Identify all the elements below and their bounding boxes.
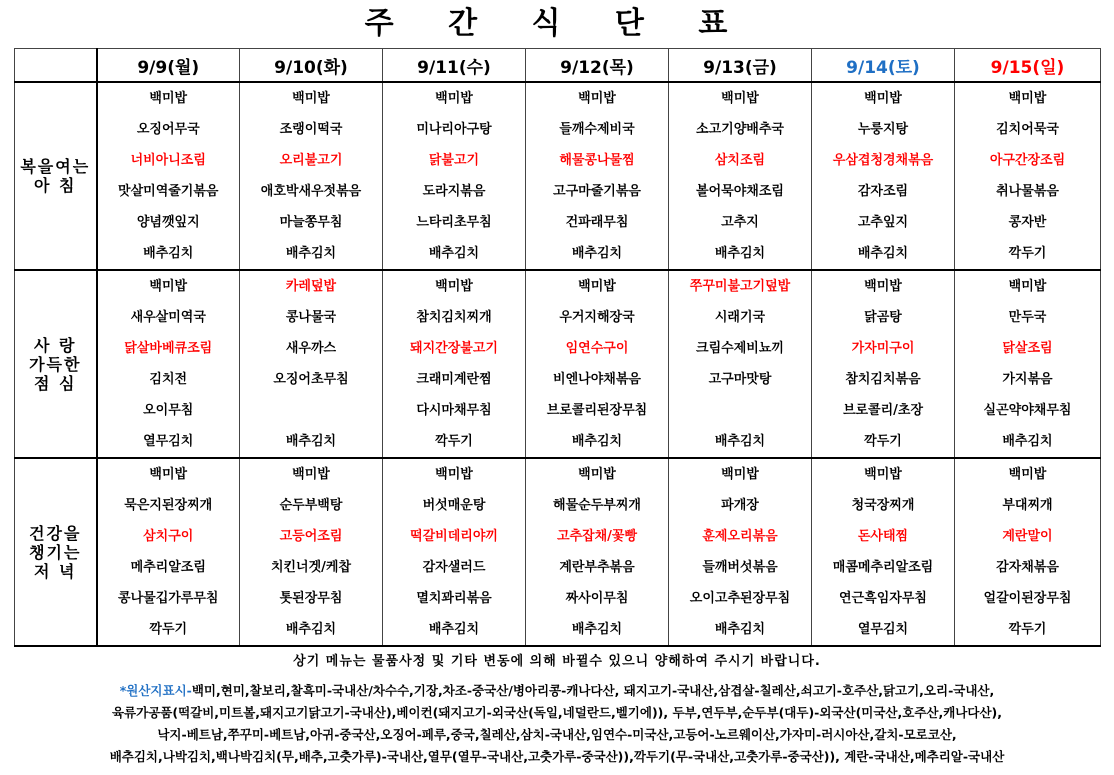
menu-item: 묵은지된장찌개 xyxy=(124,498,213,513)
origin-lead: *원산지표시- xyxy=(119,683,192,698)
menu-body xyxy=(15,82,1101,646)
menu-item: 감자채볶음 xyxy=(996,560,1059,575)
menu-item: 고구마맛탕 xyxy=(708,372,772,387)
menu-item: 애호박새우젓볶음 xyxy=(260,184,362,199)
day-header: 9/12(목) xyxy=(526,49,669,83)
menu-item: 백미밥 xyxy=(149,279,188,294)
menu-item: 계란말이 xyxy=(1002,529,1053,544)
menu-item: 누룽지탕 xyxy=(857,122,909,137)
menu-item: 다시마채무침 xyxy=(416,403,492,418)
day-header: 9/11(수) xyxy=(383,49,526,83)
menu-item: 배추김치 xyxy=(714,622,766,637)
menu-item: 닭불고기 xyxy=(428,153,480,168)
menu-item: 맛살미역줄기볶음 xyxy=(118,184,219,199)
menu-item: 깍두기 xyxy=(1008,622,1047,637)
menu-item: 깍두기 xyxy=(149,622,188,637)
origin-line xyxy=(14,746,1100,768)
menu-cell xyxy=(669,270,812,458)
menu-item: 우거지해장국 xyxy=(559,310,635,325)
menu-cell xyxy=(955,458,1101,646)
menu-item: 오이고추된장무침 xyxy=(689,591,791,606)
menu-item: 닭곰탕 xyxy=(864,310,902,325)
menu-item: 배추김치 xyxy=(714,434,766,449)
menu-item: 브로콜리/초장 xyxy=(842,403,924,418)
meal-label-line: 점 심 xyxy=(34,373,77,393)
change-notice: 상기 메뉴는 물품사정 및 기타 변동에 의해 바뀔수 있으니 양해하여 주시기 바랍니다. xyxy=(293,654,821,669)
menu-item: 톳된장무침 xyxy=(279,591,343,606)
menu-cell xyxy=(669,458,812,646)
menu-cell xyxy=(240,270,383,458)
menu-item: 백미밥 xyxy=(149,91,188,106)
menu-item: 참치김치볶음 xyxy=(845,372,921,387)
meal-label xyxy=(15,82,97,270)
menu-item: 닭살바베큐조림 xyxy=(124,341,213,356)
menu-item: 김치어묵국 xyxy=(996,122,1059,137)
menu-item: 오징어무국 xyxy=(136,122,200,137)
menu-item: 돼지간장불고기 xyxy=(410,341,498,356)
menu-item: 취나물볶음 xyxy=(996,184,1059,199)
menu-item: 백미밥 xyxy=(864,279,902,294)
menu-cell xyxy=(526,82,669,270)
menu-item: 배추김치 xyxy=(285,434,337,449)
menu-item: 새우까스 xyxy=(285,341,337,356)
menu-cell xyxy=(97,270,240,458)
menu-cell xyxy=(383,82,526,270)
menu-item: 고구마줄기볶음 xyxy=(553,184,641,199)
menu-item: 콩나물국 xyxy=(285,310,337,325)
menu-item: 가자미구이 xyxy=(851,341,915,356)
menu-item: 떡갈비데리야끼 xyxy=(410,529,498,544)
menu-item: 배추김치 xyxy=(428,622,480,637)
meal-row xyxy=(15,458,1101,646)
day-header: 9/14(토) xyxy=(812,49,955,83)
origin-text: 배추김치,나박김치,백나박김치(무,배추,고춧가루)-국내산,열무(열무-국내산,고춧가루-중국산)),깍두기(무-국내산,고춧가루-중국산)), 계란-국내산,메추리알-국내산 xyxy=(109,749,1005,764)
menu-item: 백미밥 xyxy=(435,279,473,294)
day-header: 9/13(금) xyxy=(669,49,812,83)
menu-item: 새우살미역국 xyxy=(130,310,206,325)
day-header: 9/9(월) xyxy=(97,49,240,83)
menu-item: 계란부추볶음 xyxy=(559,560,635,575)
menu-item: 배추김치 xyxy=(571,246,623,261)
menu-item: 메추리알조림 xyxy=(130,560,206,575)
menu-item: 부대찌개 xyxy=(1002,498,1053,513)
menu-cell xyxy=(526,458,669,646)
menu-item: 감자조림 xyxy=(857,184,909,199)
page-title: 주 간 식 단 표 xyxy=(364,6,750,41)
menu-item: 만두국 xyxy=(1008,310,1047,325)
menu-item: 열무김치 xyxy=(857,622,909,637)
menu-item: 볼어묵야채조림 xyxy=(696,184,784,199)
menu-item: 해물순두부찌개 xyxy=(553,498,641,513)
menu-cell xyxy=(812,270,955,458)
origin-text: 백미,현미,찰보리,찰흑미-국내산/차수수,기장,차조-중국산/병아리콩-캐나다산, 돼지고기-국내산,삼겹살-칠레산,쇠고기-호주산,닭고기,오리-국내산, xyxy=(191,683,995,698)
menu-item: 백미밥 xyxy=(292,467,330,482)
menu-item: 배추김치 xyxy=(571,434,623,449)
menu-item: 버섯매운탕 xyxy=(422,498,486,513)
meal-label-line: 건강을 xyxy=(29,523,82,543)
menu-item: 닭살조림 xyxy=(1002,341,1053,356)
menu-item: 카레덮밥 xyxy=(285,279,337,294)
menu-item: 백미밥 xyxy=(864,467,902,482)
menu-item: 고추잡채/꽃빵 xyxy=(556,529,638,544)
menu-cell xyxy=(955,270,1101,458)
menu-cell xyxy=(955,82,1101,270)
day-header: 9/10(화) xyxy=(240,49,383,83)
meal-label xyxy=(15,458,97,646)
menu-item: 백미밥 xyxy=(292,91,330,106)
menu-item: 백미밥 xyxy=(578,279,616,294)
menu-item: 깍두기 xyxy=(435,434,473,449)
menu-item: 배추김치 xyxy=(143,246,194,261)
menu-item: 깍두기 xyxy=(1008,246,1047,261)
menu-item: 가지볶음 xyxy=(1002,372,1053,387)
menu-item: 콩나물깁가루무침 xyxy=(118,591,219,606)
header-corner xyxy=(15,49,97,83)
menu-item: 백미밥 xyxy=(435,467,473,482)
menu-item: 백미밥 xyxy=(435,91,473,106)
menu-item: 멸치꽈리볶음 xyxy=(416,591,492,606)
menu-item: 깍두기 xyxy=(864,434,902,449)
menu-cell xyxy=(240,82,383,270)
menu-item: 배추김치 xyxy=(428,246,480,261)
meal-label-line: 가득한 xyxy=(29,354,82,374)
origin-text: 육류가공품(떡갈비,미트볼,돼지고기닭고기-국내산),베이컨(돼지고기-외국산(독일,네덜란드,벨기에)), 두부,연두부,순두부(대두)-외국산(미국산,호주산,캐나다산), xyxy=(111,705,1002,720)
menu-item: 미나리아구탕 xyxy=(416,122,492,137)
menu-cell xyxy=(97,458,240,646)
menu-item: 참치김치찌개 xyxy=(416,310,492,325)
menu-item: 백미밥 xyxy=(149,467,188,482)
weekly-menu-table xyxy=(14,48,1101,647)
menu-item: 우삼겹청경채볶음 xyxy=(832,153,934,168)
menu-item: 크래미계란찜 xyxy=(416,372,492,387)
menu-item: 오징어초무침 xyxy=(273,372,349,387)
menu-item: 청국장찌개 xyxy=(851,498,915,513)
menu-item: 건파래무침 xyxy=(565,215,629,230)
menu-item: 배추김치 xyxy=(857,246,909,261)
menu-item: 삼치구이 xyxy=(143,529,194,544)
origin-line xyxy=(14,680,1100,702)
menu-item: 파개장 xyxy=(721,498,759,513)
menu-item: 짜사이무침 xyxy=(565,591,629,606)
menu-item: 치킨너겟/케찹 xyxy=(270,560,352,575)
meal-label xyxy=(15,270,97,458)
meal-label-line: 저 녁 xyxy=(34,561,77,581)
menu-cell xyxy=(526,270,669,458)
menu-item: 소고기양배추국 xyxy=(696,122,784,137)
menu-item: 얼갈이된장무침 xyxy=(983,591,1072,606)
menu-item: 훈제오리볶음 xyxy=(702,529,778,544)
meal-label-line: 복을여는 xyxy=(20,157,91,176)
menu-item: 쭈꾸미불고기덮밥 xyxy=(689,279,791,294)
menu-item: 들깨버섯볶음 xyxy=(702,560,778,575)
menu-item: 콩자반 xyxy=(1008,215,1047,230)
menu-item: 고추지 xyxy=(721,215,759,230)
day-header: 9/15(일) xyxy=(955,49,1101,83)
origin-line xyxy=(14,702,1100,724)
menu-item: 실곤약야채무침 xyxy=(983,403,1072,418)
menu-item: 고등어조림 xyxy=(279,529,343,544)
menu-item: 삼치조림 xyxy=(714,153,766,168)
menu-item: 백미밥 xyxy=(721,467,759,482)
menu-cell xyxy=(97,82,240,270)
menu-item: 연근흑임자무침 xyxy=(839,591,927,606)
menu-item: 오리불고기 xyxy=(279,153,343,168)
menu-item: 매콤메추리알조림 xyxy=(832,560,934,575)
menu-item: 백미밥 xyxy=(578,467,616,482)
menu-item: 배추김치 xyxy=(285,622,337,637)
menu-item xyxy=(240,395,382,426)
menu-item: 백미밥 xyxy=(1008,279,1047,294)
menu-item: 도라지볶음 xyxy=(422,184,486,199)
meal-label-line: 아 침 xyxy=(34,176,77,195)
menu-item: 백미밥 xyxy=(864,91,902,106)
menu-cell xyxy=(669,82,812,270)
menu-item: 너비아니조림 xyxy=(130,153,206,168)
menu-cell xyxy=(812,458,955,646)
menu-item: 배추김치 xyxy=(571,622,623,637)
menu-item: 양념깻잎지 xyxy=(136,215,200,230)
origin-text: 낙지-베트남,쭈꾸미-베트남,아귀-중국산,오징어-페루,중국,칠레산,삼치-국내산,임연수-미국산,고등어-노르웨이산,가자미-러시아산,갈치-모로코산, xyxy=(157,727,957,742)
menu-item: 비엔나야채볶음 xyxy=(553,372,641,387)
menu-item: 느타리초무침 xyxy=(416,215,492,230)
menu-item: 배추김치 xyxy=(285,246,337,261)
meal-label-line: 챙기는 xyxy=(29,542,82,562)
menu-item: 해물콩나물찜 xyxy=(559,153,635,168)
meal-row xyxy=(15,82,1101,270)
menu-item: 감자샐러드 xyxy=(422,560,486,575)
menu-item xyxy=(669,395,811,426)
origin-info xyxy=(14,680,1100,768)
menu-item: 크림수제비뇨끼 xyxy=(696,341,784,356)
menu-item: 김치전 xyxy=(149,372,188,387)
menu-item: 백미밥 xyxy=(1008,467,1047,482)
menu-item: 시래기국 xyxy=(714,310,766,325)
menu-item: 배추김치 xyxy=(714,246,766,261)
menu-item: 고추잎지 xyxy=(857,215,909,230)
menu-item: 아구간장조림 xyxy=(989,153,1066,168)
menu-item: 브로콜리된장무침 xyxy=(546,403,648,418)
origin-line xyxy=(14,724,1100,746)
menu-item: 백미밥 xyxy=(578,91,616,106)
menu-item: 임연수구이 xyxy=(565,341,629,356)
menu-item: 배추김치 xyxy=(1002,434,1053,449)
menu-cell xyxy=(240,458,383,646)
menu-item: 조랭이떡국 xyxy=(279,122,343,137)
menu-cell xyxy=(383,270,526,458)
menu-item: 오이무침 xyxy=(143,403,194,418)
meal-row xyxy=(15,270,1101,458)
day-header-row xyxy=(15,49,1101,83)
menu-item: 열무김치 xyxy=(143,434,194,449)
menu-item: 백미밥 xyxy=(1008,91,1047,106)
menu-item: 순두부백탕 xyxy=(279,498,343,513)
meal-label-line: 사 랑 xyxy=(34,335,77,355)
menu-item: 돈사태찜 xyxy=(857,529,909,544)
menu-item: 마늘쫑무침 xyxy=(279,215,343,230)
menu-item: 들깨수제비국 xyxy=(559,122,635,137)
menu-cell xyxy=(383,458,526,646)
menu-item: 백미밥 xyxy=(721,91,759,106)
menu-cell xyxy=(812,82,955,270)
